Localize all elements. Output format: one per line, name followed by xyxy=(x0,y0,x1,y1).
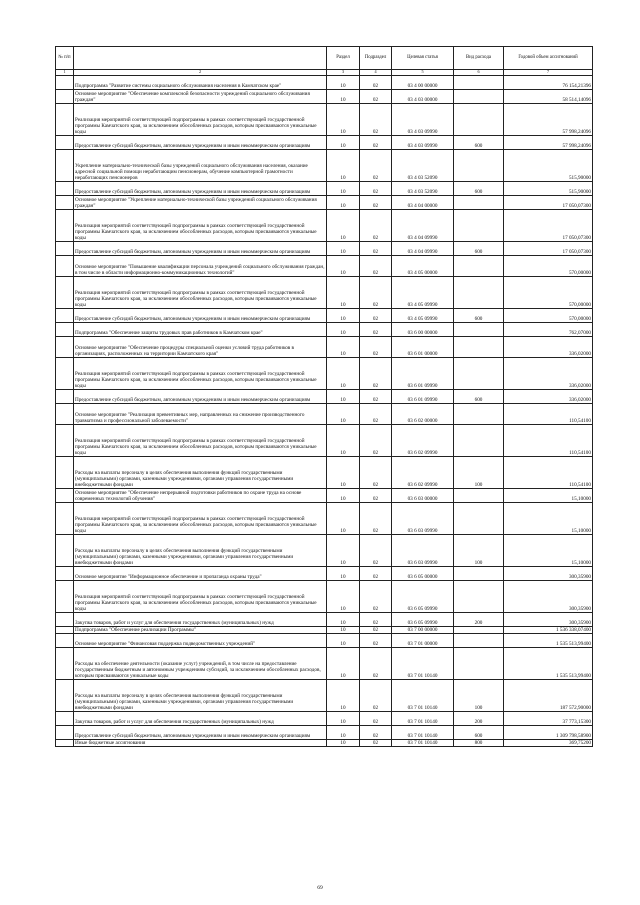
row-type-cell xyxy=(454,503,504,535)
row-type-cell: 100 xyxy=(454,457,504,489)
row-target-cell: 03 6 03 00000 xyxy=(392,489,454,503)
row-section-cell: 10 xyxy=(327,613,360,627)
row-section-cell: 10 xyxy=(327,567,360,581)
row-amount-cell: 37 773,15300 xyxy=(504,712,593,726)
row-target-cell: 03 6 02 00000 xyxy=(392,404,454,425)
row-number-cell xyxy=(56,337,74,358)
row-section-cell: 10 xyxy=(327,309,360,323)
row-subsection-cell: 02 xyxy=(360,581,392,613)
row-type-cell xyxy=(454,425,504,457)
row-name-cell: Расходы на выплаты персоналу в целях обеспечения выполнения функций государственными (муниципальными) органами, казенными учреждениями, органами управления государственными внебюджетными фондами xyxy=(74,680,327,712)
row-name-cell: Основное мероприятие "Обеспечение процедуры специальной оценки условий труда работников в организациях, расположенных на территории Камчатского края" xyxy=(74,337,327,358)
row-amount-cell: 515,90000 xyxy=(504,182,593,196)
row-subsection-cell: 02 xyxy=(360,323,392,337)
row-amount-cell: 336,02000 xyxy=(504,337,593,358)
row-amount-cell: 15,10000 xyxy=(504,503,593,535)
row-amount-cell: 1 535 513,99400 xyxy=(504,634,593,648)
row-target-cell: 03 4 03 00000 xyxy=(392,90,454,104)
row-target-cell: 03 6 02 09990 xyxy=(392,425,454,457)
row-name-cell: Реализация мероприятий соответствующей подпрограммы в рамках соответствующей государственной программы Камчатского края, за исключением обособленных расходов, которым присваиваются уникальные коды xyxy=(74,104,327,136)
table-row xyxy=(56,613,593,627)
row-subsection-cell: 02 xyxy=(360,567,392,581)
table-row xyxy=(56,196,593,210)
row-name-cell: Предоставление субсидий бюджетным, автономным учреждениям и иным некоммерческим организациям xyxy=(74,182,327,196)
row-amount-cell: 336,02000 xyxy=(504,358,593,390)
row-section-cell: 10 xyxy=(327,104,360,136)
row-subsection-cell: 02 xyxy=(360,489,392,503)
row-target-cell: 03 4 03 09990 xyxy=(392,104,454,136)
table-row xyxy=(56,581,593,613)
row-name-cell: Предоставление субсидий бюджетным, автономным учреждениям и иным некоммерческим организациям xyxy=(74,390,327,404)
row-subsection-cell: 02 xyxy=(360,256,392,277)
row-type-cell: 800 xyxy=(454,740,504,747)
row-type-cell xyxy=(454,150,504,182)
row-type-cell xyxy=(454,76,504,90)
row-target-cell: 03 6 05 00000 xyxy=(392,567,454,581)
row-subsection-cell: 02 xyxy=(360,627,392,634)
row-amount-cell: 110,54100 xyxy=(504,425,593,457)
row-target-cell: 03 4 05 09990 xyxy=(392,277,454,309)
row-name-cell: Расходы на выплаты персоналу в целях обеспечения выполнения функций государственными (муниципальными) органами, казенными учреждениями, органами управления государственными внебюджетными фондами xyxy=(74,535,327,567)
table-row xyxy=(56,712,593,726)
header-target-article: Целевая статья xyxy=(392,47,454,70)
row-name-cell: Подпрограмма "Развитие системы социального обслуживания населения в Камчатском крае" xyxy=(74,76,327,90)
column-index: 7 xyxy=(504,70,593,76)
table-row xyxy=(56,457,593,489)
row-number-cell xyxy=(56,76,74,90)
table-row xyxy=(56,277,593,309)
row-target-cell: 03 7 01 10140 xyxy=(392,726,454,740)
row-section-cell: 10 xyxy=(327,503,360,535)
table-row xyxy=(56,90,593,104)
table-row xyxy=(56,136,593,150)
row-name-cell: Основное мероприятие "Финансовая поддержка подведомственных учреждений" xyxy=(74,634,327,648)
row-name-cell: Реализация мероприятий соответствующей подпрограммы в рамках соответствующей государственной программы Камчатского края, за исключением обособленных расходов, которым присваиваются уникальные коды xyxy=(74,425,327,457)
row-subsection-cell: 02 xyxy=(360,634,392,648)
row-name-cell: Основное мероприятие "Повышение квалификации персонала учреждений социального обслуживания граждан, в том числе в области информационно-коммуникационных технологий" xyxy=(74,256,327,277)
header-name xyxy=(74,47,327,70)
row-type-cell: 200 xyxy=(454,613,504,627)
row-subsection-cell: 02 xyxy=(360,648,392,680)
row-target-cell: 03 7 01 10140 xyxy=(392,680,454,712)
row-amount-cell: 336,02000 xyxy=(504,390,593,404)
row-amount-cell: 570,00000 xyxy=(504,256,593,277)
table-row xyxy=(56,323,593,337)
row-number-cell xyxy=(56,90,74,104)
row-subsection-cell: 02 xyxy=(360,90,392,104)
row-section-cell: 10 xyxy=(327,210,360,242)
row-target-cell: 03 4 03 52090 xyxy=(392,150,454,182)
row-name-cell: Реализация мероприятий соответствующей подпрограммы в рамках соответствующей государственной программы Камчатского края, за исключением обособленных расходов, которым присваиваются уникальные коды xyxy=(74,581,327,613)
table-row xyxy=(56,740,593,747)
row-type-cell xyxy=(454,210,504,242)
row-amount-cell: 187 572,90000 xyxy=(504,680,593,712)
table-row xyxy=(56,309,593,323)
row-subsection-cell: 02 xyxy=(360,680,392,712)
row-type-cell xyxy=(454,567,504,581)
row-subsection-cell: 02 xyxy=(360,535,392,567)
row-subsection-cell: 02 xyxy=(360,404,392,425)
row-type-cell xyxy=(454,648,504,680)
table-row xyxy=(56,648,593,680)
table-row xyxy=(56,503,593,535)
row-target-cell: 03 7 00 00000 xyxy=(392,627,454,634)
row-amount-cell: 570,00000 xyxy=(504,277,593,309)
row-section-cell: 10 xyxy=(327,680,360,712)
row-amount-cell: 17 050,07300 xyxy=(504,242,593,256)
table-row xyxy=(56,210,593,242)
row-section-cell: 10 xyxy=(327,581,360,613)
row-target-cell: 03 6 03 09990 xyxy=(392,503,454,535)
header-annual-amount: Годовой объем ассигнований xyxy=(504,47,593,70)
table-row xyxy=(56,358,593,390)
header-number: № п/п xyxy=(56,47,74,70)
row-type-cell xyxy=(454,104,504,136)
table-row xyxy=(56,425,593,457)
row-amount-cell: 17 050,07300 xyxy=(504,196,593,210)
row-name-cell: Основное мероприятие "Укрепление материально-технической базы учреждений социального обслуживания граждан" xyxy=(74,196,327,210)
row-number-cell xyxy=(56,627,74,634)
row-section-cell: 10 xyxy=(327,627,360,634)
row-target-cell: 03 4 05 00000 xyxy=(392,256,454,277)
row-target-cell: 03 4 04 09990 xyxy=(392,210,454,242)
row-target-cell: 03 7 01 00000 xyxy=(392,634,454,648)
row-target-cell: 03 4 04 09990 xyxy=(392,242,454,256)
row-name-cell: Реализация мероприятий соответствующей подпрограммы в рамках соответствующей государственной программы Камчатского края, за исключением обособленных расходов, которым присваиваются уникальные коды xyxy=(74,277,327,309)
row-number-cell xyxy=(56,242,74,256)
row-type-cell xyxy=(454,196,504,210)
row-number-cell xyxy=(56,196,74,210)
header-subsection: Подраздел xyxy=(360,47,392,70)
row-type-cell: 600 xyxy=(454,726,504,740)
table-row xyxy=(56,680,593,712)
row-name-cell: Подпрограмма "Обеспечение защиты трудовых прав работников в Камчатском крае" xyxy=(74,323,327,337)
row-number-cell xyxy=(56,323,74,337)
row-name-cell: Предоставление субсидий бюджетным, автономным учреждениям и иным некоммерческим организациям xyxy=(74,136,327,150)
row-number-cell xyxy=(56,256,74,277)
row-amount-cell: 570,00000 xyxy=(504,309,593,323)
row-number-cell xyxy=(56,309,74,323)
row-name-cell: Закупка товаров, работ и услуг для обеспечения государственных (муниципальных) нужд xyxy=(74,613,327,627)
row-type-cell xyxy=(454,404,504,425)
column-index: 4 xyxy=(360,70,392,76)
column-index: 2 xyxy=(74,70,327,76)
row-subsection-cell: 02 xyxy=(360,726,392,740)
table-header-row xyxy=(56,47,593,70)
header-section: Раздел xyxy=(327,47,360,70)
row-amount-cell: 515,90000 xyxy=(504,150,593,182)
row-name-cell: Основное мероприятие "Обеспечение непрерывной подготовки работников по охране труда на основе современных технологий обучения" xyxy=(74,489,327,503)
row-type-cell xyxy=(454,337,504,358)
row-number-cell xyxy=(56,634,74,648)
row-subsection-cell: 02 xyxy=(360,503,392,535)
row-number-cell xyxy=(56,712,74,726)
row-number-cell xyxy=(56,740,74,747)
row-target-cell: 03 4 05 09990 xyxy=(392,309,454,323)
row-name-cell: Основное мероприятие "Информационное обеспечение и пропаганда охраны труда" xyxy=(74,567,327,581)
row-amount-cell: 15,10000 xyxy=(504,489,593,503)
row-section-cell: 10 xyxy=(327,76,360,90)
budget-table xyxy=(55,46,593,747)
row-subsection-cell: 02 xyxy=(360,76,392,90)
row-target-cell: 03 6 00 00000 xyxy=(392,323,454,337)
row-section-cell: 10 xyxy=(327,489,360,503)
row-type-cell: 600 xyxy=(454,242,504,256)
row-number-cell xyxy=(56,425,74,457)
row-target-cell: 03 6 02 09990 xyxy=(392,457,454,489)
row-amount-cell: 110,54100 xyxy=(504,457,593,489)
row-type-cell: 600 xyxy=(454,309,504,323)
row-name-cell: Реализация мероприятий соответствующей подпрограммы в рамках соответствующей государственной программы Камчатского края, за исключением обособленных расходов, которым присваиваются уникальные коды xyxy=(74,358,327,390)
header-expense-type: Вид расхода xyxy=(454,47,504,70)
row-section-cell: 10 xyxy=(327,457,360,489)
column-index: 1 xyxy=(56,70,74,76)
row-name-cell: Предоставление субсидий бюджетным, автономным учреждениям и иным некоммерческим организациям xyxy=(74,242,327,256)
page-number: 69 xyxy=(317,885,323,891)
column-index: 5 xyxy=(392,70,454,76)
row-number-cell xyxy=(56,726,74,740)
row-name-cell: Предоставление субсидий бюджетным, автономным учреждениям и иным некоммерческим организациям xyxy=(74,309,327,323)
row-amount-cell: 300,35900 xyxy=(504,567,593,581)
row-name-cell: Подпрограмма "Обеспечение реализации Программы" xyxy=(74,627,327,634)
row-number-cell xyxy=(56,277,74,309)
row-number-cell xyxy=(56,680,74,712)
row-target-cell: 03 4 03 09990 xyxy=(392,136,454,150)
row-amount-cell: 17 050,07300 xyxy=(504,210,593,242)
table-row xyxy=(56,489,593,503)
column-index: 6 xyxy=(454,70,504,76)
row-target-cell: 03 4 00 00000 xyxy=(392,76,454,90)
row-type-cell xyxy=(454,634,504,648)
row-section-cell: 10 xyxy=(327,182,360,196)
row-number-cell xyxy=(56,648,74,680)
row-target-cell: 03 7 01 10140 xyxy=(392,648,454,680)
row-type-cell xyxy=(454,323,504,337)
row-section-cell: 10 xyxy=(327,256,360,277)
table-row xyxy=(56,726,593,740)
row-section-cell: 10 xyxy=(327,425,360,457)
row-target-cell: 03 4 04 00000 xyxy=(392,196,454,210)
row-number-cell xyxy=(56,581,74,613)
row-type-cell: 200 xyxy=(454,712,504,726)
row-section-cell: 10 xyxy=(327,712,360,726)
row-type-cell: 100 xyxy=(454,535,504,567)
row-name-cell: Основное мероприятие "Реализация превентивных мер, направленных на снижение производственного травматизма и профессиональной заболеваемости" xyxy=(74,404,327,425)
row-section-cell: 10 xyxy=(327,726,360,740)
row-section-cell: 10 xyxy=(327,390,360,404)
table-row xyxy=(56,150,593,182)
row-target-cell: 03 6 01 09990 xyxy=(392,390,454,404)
row-type-cell: 600 xyxy=(454,390,504,404)
row-number-cell xyxy=(56,404,74,425)
row-amount-cell: 76 154,21396 xyxy=(504,76,593,90)
row-number-cell xyxy=(56,358,74,390)
row-subsection-cell: 02 xyxy=(360,182,392,196)
row-subsection-cell: 02 xyxy=(360,242,392,256)
row-amount-cell: 1 309 798,58900 xyxy=(504,726,593,740)
row-target-cell: 03 6 01 09990 xyxy=(392,358,454,390)
row-target-cell: 03 6 03 09990 xyxy=(392,535,454,567)
row-section-cell: 10 xyxy=(327,535,360,567)
row-type-cell xyxy=(454,358,504,390)
row-number-cell xyxy=(56,182,74,196)
row-name-cell: Расходы на выплаты персоналу в целях обеспечения выполнения функций государственными (муниципальными) органами, казенными учреждениями, органами управления государственными внебюджетными фондами xyxy=(74,457,327,489)
row-section-cell: 10 xyxy=(327,277,360,309)
row-name-cell: Предоставление субсидий бюджетным, автономным учреждениям и иным некоммерческим организациям xyxy=(74,726,327,740)
row-type-cell xyxy=(454,489,504,503)
row-section-cell: 10 xyxy=(327,740,360,747)
row-name-cell: Реализация мероприятий соответствующей подпрограммы в рамках соответствующей государственной программы Камчатского края, за исключением обособленных расходов, которым присваиваются уникальные коды xyxy=(74,503,327,535)
row-amount-cell: 1 536 338,07400 xyxy=(504,627,593,634)
row-subsection-cell: 02 xyxy=(360,277,392,309)
row-amount-cell: 762,07000 xyxy=(504,323,593,337)
row-amount-cell: 110,54100 xyxy=(504,404,593,425)
row-type-cell xyxy=(454,256,504,277)
row-section-cell: 10 xyxy=(327,150,360,182)
row-subsection-cell: 02 xyxy=(360,457,392,489)
row-name-cell: Реализация мероприятий соответствующей подпрограммы в рамках соответствующей государственной программы Камчатского края, за исключением обособленных расходов, которым присваиваются уникальные коды xyxy=(74,210,327,242)
table-row xyxy=(56,390,593,404)
row-section-cell: 10 xyxy=(327,242,360,256)
row-subsection-cell: 02 xyxy=(360,196,392,210)
column-index: 3 xyxy=(327,70,360,76)
row-number-cell xyxy=(56,390,74,404)
row-amount-cell: 369,75200 xyxy=(504,740,593,747)
table-row xyxy=(56,634,593,648)
row-type-cell xyxy=(454,581,504,613)
row-section-cell: 10 xyxy=(327,136,360,150)
row-target-cell: 03 6 05 09990 xyxy=(392,581,454,613)
row-subsection-cell: 02 xyxy=(360,740,392,747)
row-number-cell xyxy=(56,150,74,182)
row-type-cell: 600 xyxy=(454,182,504,196)
row-target-cell: 03 7 01 10140 xyxy=(392,740,454,747)
row-subsection-cell: 02 xyxy=(360,309,392,323)
row-section-cell: 10 xyxy=(327,358,360,390)
row-target-cell: 03 4 03 52090 xyxy=(392,182,454,196)
table-row xyxy=(56,567,593,581)
row-number-cell xyxy=(56,535,74,567)
row-number-cell xyxy=(56,457,74,489)
row-amount-cell: 58 514,14096 xyxy=(504,90,593,104)
row-type-cell xyxy=(454,627,504,634)
row-section-cell: 10 xyxy=(327,337,360,358)
row-number-cell xyxy=(56,210,74,242)
row-type-cell: 100 xyxy=(454,680,504,712)
row-target-cell: 03 6 05 09990 xyxy=(392,613,454,627)
row-subsection-cell: 02 xyxy=(360,712,392,726)
row-subsection-cell: 02 xyxy=(360,136,392,150)
row-subsection-cell: 02 xyxy=(360,358,392,390)
row-subsection-cell: 02 xyxy=(360,210,392,242)
table-row xyxy=(56,337,593,358)
row-type-cell xyxy=(454,277,504,309)
row-section-cell: 10 xyxy=(327,196,360,210)
row-type-cell xyxy=(454,90,504,104)
row-subsection-cell: 02 xyxy=(360,390,392,404)
table-row xyxy=(56,182,593,196)
row-name-cell: Укрепление материально-технической базы учреждений социального обслуживания населения, оказание адресной социальной помощи неработающим пенсионерам, обучение компьютерной грамотности неработающих пенсионеров xyxy=(74,150,327,182)
row-subsection-cell: 02 xyxy=(360,337,392,358)
table-body xyxy=(56,76,593,747)
row-subsection-cell: 02 xyxy=(360,150,392,182)
row-name-cell: Расходы на обеспечение деятельности (оказание услуг) учреждений, в том числе на предоставление государственным бюджетным и автономным учреждениям субсидий, за исключением обособленных расходов, которым присваиваются уникальные коды xyxy=(74,648,327,680)
row-subsection-cell: 02 xyxy=(360,425,392,457)
row-amount-cell: 57 998,24096 xyxy=(504,136,593,150)
row-number-cell xyxy=(56,104,74,136)
row-section-cell: 10 xyxy=(327,634,360,648)
table-row xyxy=(56,242,593,256)
table-row xyxy=(56,627,593,634)
row-target-cell: 03 7 01 10140 xyxy=(392,712,454,726)
table-row xyxy=(56,104,593,136)
row-number-cell xyxy=(56,613,74,627)
row-name-cell: Иные бюджетные ассигнования xyxy=(74,740,327,747)
row-target-cell: 03 6 01 00000 xyxy=(392,337,454,358)
row-section-cell: 10 xyxy=(327,648,360,680)
row-section-cell: 10 xyxy=(327,323,360,337)
row-amount-cell: 300,35900 xyxy=(504,613,593,627)
row-amount-cell: 15,10000 xyxy=(504,535,593,567)
table-row xyxy=(56,404,593,425)
row-amount-cell: 1 535 513,99400 xyxy=(504,648,593,680)
table-row xyxy=(56,256,593,277)
row-type-cell: 600 xyxy=(454,136,504,150)
row-section-cell: 10 xyxy=(327,90,360,104)
row-name-cell: Закупка товаров, работ и услуг для обеспечения государственных (муниципальных) нужд xyxy=(74,712,327,726)
table-row xyxy=(56,76,593,90)
row-section-cell: 10 xyxy=(327,404,360,425)
row-amount-cell: 300,35900 xyxy=(504,581,593,613)
row-subsection-cell: 02 xyxy=(360,104,392,136)
row-number-cell xyxy=(56,567,74,581)
row-amount-cell: 57 998,24096 xyxy=(504,104,593,136)
table-row xyxy=(56,535,593,567)
row-number-cell xyxy=(56,489,74,503)
row-subsection-cell: 02 xyxy=(360,613,392,627)
row-number-cell xyxy=(56,136,74,150)
row-name-cell: Основное мероприятие "Обеспечение комплексной безопасности учреждений социального обслуживания граждан" xyxy=(74,90,327,104)
row-number-cell xyxy=(56,503,74,535)
